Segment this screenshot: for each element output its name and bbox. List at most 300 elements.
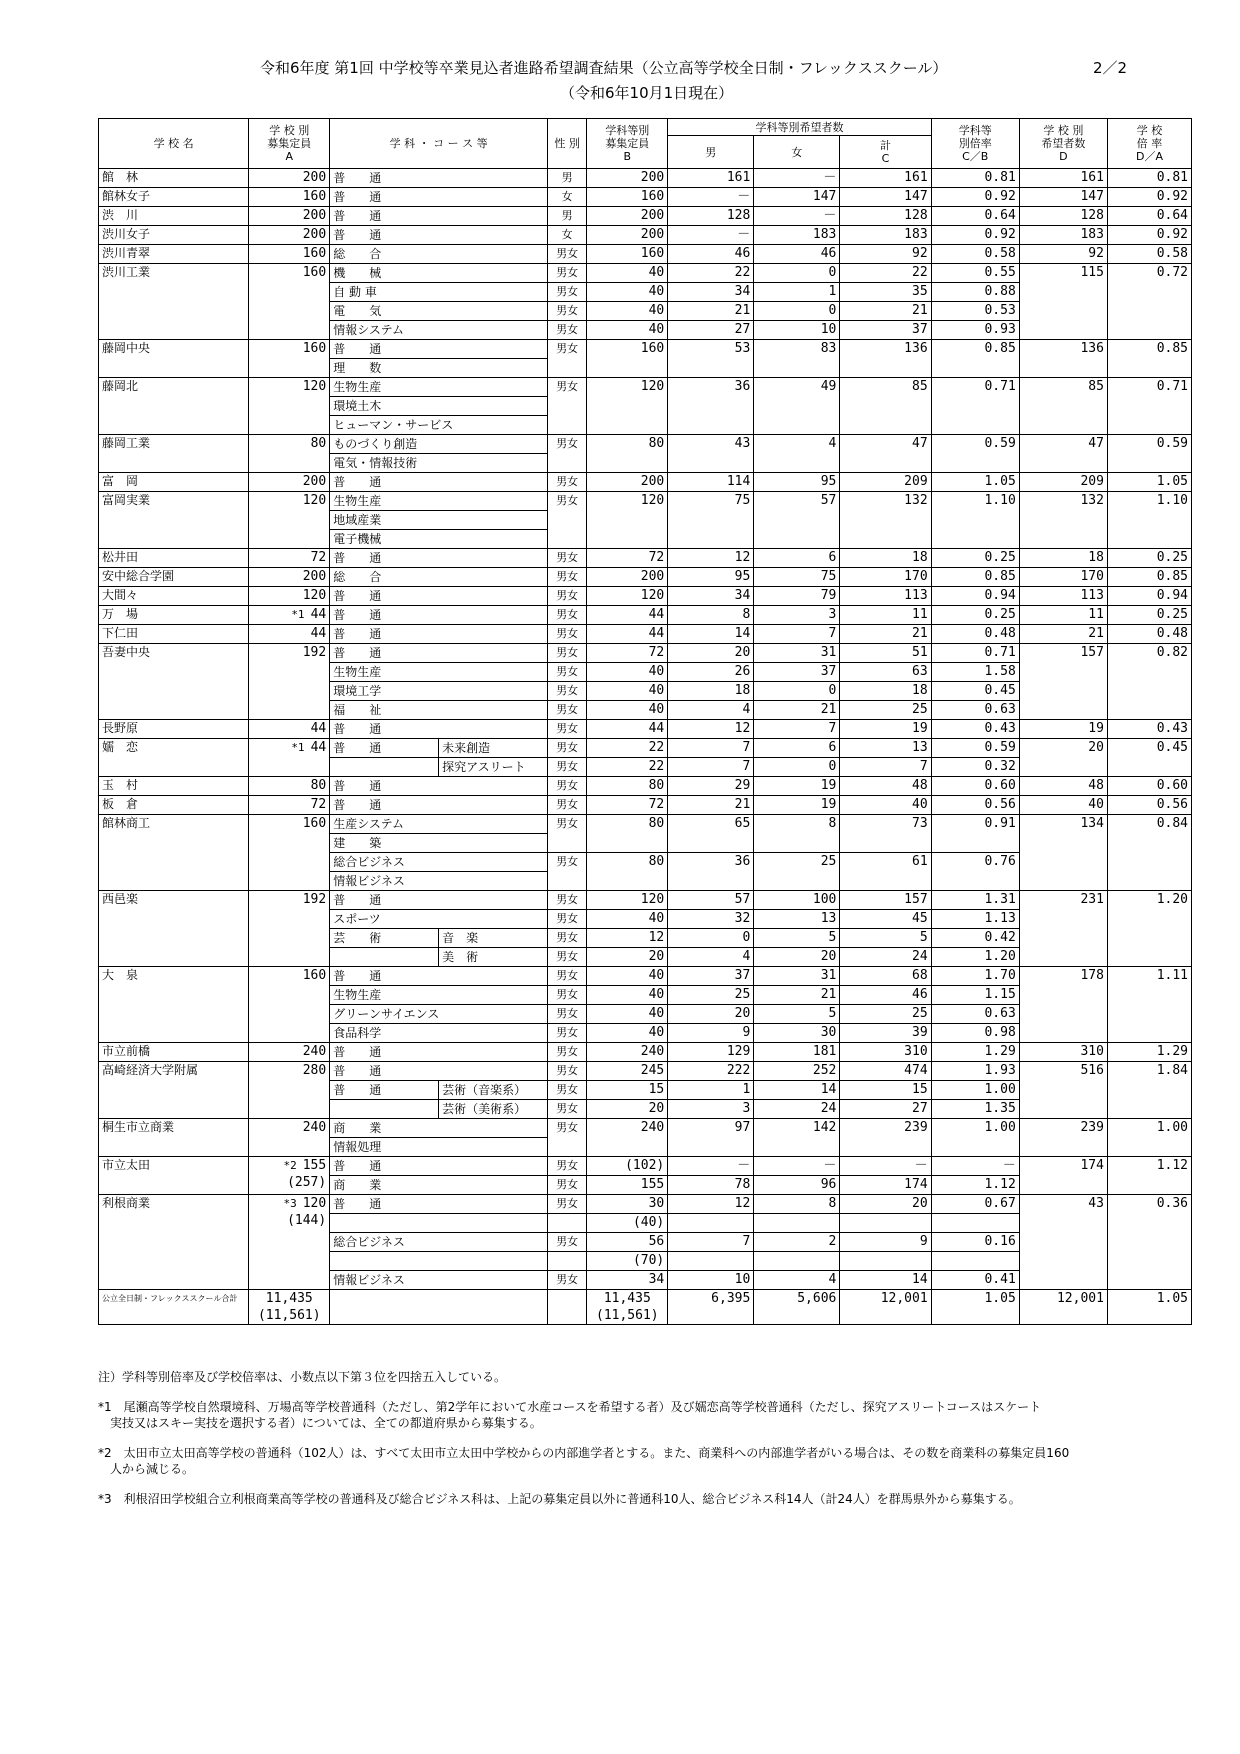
table-row [99,245,1192,264]
female-count-cell: 252 [754,1062,840,1081]
sex-cell: 男女 [547,967,586,986]
course-name: 総合ビジネス [330,853,548,872]
male-count-cell: 129 [668,1043,754,1062]
course-name: 機 械 [330,264,548,283]
sex-cell: 女 [547,188,586,207]
course-ratio-cell: 0.16 [931,1233,1019,1252]
quota-a-cell [249,1062,330,1119]
total-female: 5,606 [754,1290,840,1325]
sex-cell: 男女 [547,815,586,853]
course-ratio-cell: 0.64 [931,207,1019,226]
sex-cell: 男女 [547,302,586,321]
course-ratio-cell: 0.94 [931,587,1019,606]
school-hope-d-cell: 18 [1019,549,1107,568]
note-1: *1 尾瀬高等学校自然環境科、万場高等学校普通科（ただし、第2学年において水産コースを希望する者）及び嬬恋高等学校普通科（ただし、探究アスリートコースはスケート 実技又はスキー実技を選択する者）については、全ての都道府県から募集する。 [98,1400,1042,1430]
footnote-mark: *2 [283,1159,297,1172]
quota-b-cell: 20 [587,1100,668,1119]
school-name: 桐生市立商業 [102,1120,175,1134]
total-count-cell: 63 [840,663,931,682]
school-ratio-da-cell: 0.81 [1107,169,1191,188]
course-name: 情報処理 [330,1138,548,1157]
course-ratio-cell: 0.93 [931,321,1019,340]
sex-cell: 男女 [547,1081,586,1100]
sex-cell: 男女 [547,245,586,264]
quota-a-cell [249,1043,330,1062]
male-count-cell: 4 [668,701,754,720]
school-name: 渋 川 [102,208,139,222]
sex-cell: 女 [547,226,586,245]
header-ratio-cb: 学科等 別倍率 C／B [931,119,1019,169]
school-name: 藤岡北 [102,379,139,393]
quota-a-value: 80 [310,778,327,793]
total-hope-d: 12,001 [1019,1290,1107,1325]
course-name: 福 祉 [330,701,548,720]
survey-results-table [98,118,1192,1325]
sex-cell: 男女 [547,1233,586,1252]
total-count-cell: 48 [840,777,931,796]
quota-b-cell: 22 [587,758,668,777]
school-name: 館林女子 [102,189,151,203]
total-count-cell: 92 [840,245,931,264]
school-name: 大 泉 [102,968,139,982]
course-ratio-cell: 0.32 [931,758,1019,777]
school-hope-d-cell: 209 [1019,473,1107,492]
quota-a-cell [249,1195,330,1290]
total-count-cell: 20 [840,1195,931,1214]
total-count-cell: 161 [840,169,931,188]
school-name: 玉 村 [102,778,139,792]
sex-cell: 男女 [547,853,586,891]
school-name-cell [99,378,249,435]
table-row [99,340,1192,359]
school-name-cell [99,644,249,720]
school-ratio-da-cell: 0.92 [1107,188,1191,207]
female-count-cell: 24 [754,1100,840,1119]
sex-cell: 男女 [547,720,586,739]
sex-cell: 男女 [547,701,586,720]
course-ratio-cell: 1.20 [931,948,1019,967]
school-name: 板 倉 [102,797,139,811]
document-title: 令和6年度 第1回 中学校等卒業見込者進路希望調査結果（公立高等学校全日制・フレックススクール） [260,59,948,77]
quota-b-cell: 40 [587,663,668,682]
course-ratio-cell: 1.00 [931,1119,1019,1157]
female-count-cell: 0 [754,758,840,777]
quota-b-cell: 80 [587,853,668,891]
school-ratio-da-cell: 0.72 [1107,264,1191,340]
quota-a-value: 160 [302,341,327,356]
course-name: 普 通 [330,1157,548,1176]
female-count-cell: 2 [754,1233,840,1252]
sex-cell: 男女 [547,264,586,283]
school-hope-d-cell: 92 [1019,245,1107,264]
header-total-c: 計 C [840,136,931,169]
total-count-cell: 27 [840,1100,931,1119]
table-row [99,264,1192,283]
total-quota-b [587,1290,668,1325]
sub-course-name: 美 術 [439,948,548,967]
school-name-cell [99,891,249,967]
course-ratio-cell: 0.56 [931,796,1019,815]
course-ratio-cell [931,1214,1019,1233]
male-count-cell: 128 [668,207,754,226]
sub-course-name: 探究アスリート [439,758,548,777]
male-count-cell: 8 [668,606,754,625]
course-ratio-cell: 1.31 [931,891,1019,910]
school-name-cell [99,777,249,796]
school-name-cell [99,587,249,606]
male-count-cell: 97 [668,1119,754,1157]
male-count-cell: 53 [668,340,754,378]
sub-course-name: 芸術（音楽系） [439,1081,548,1100]
female-count-cell: 100 [754,891,840,910]
female-count-cell: 75 [754,568,840,587]
sex-cell: 男女 [547,758,586,777]
course-name [330,1100,439,1119]
sex-cell: 男女 [547,1024,586,1043]
school-hope-d-cell: 128 [1019,207,1107,226]
female-count-cell: － [754,207,840,226]
course-name: スポーツ [330,910,548,929]
school-hope-d-cell: 48 [1019,777,1107,796]
school-name-cell [99,245,249,264]
male-count-cell [668,1252,754,1271]
quota-a-value: 72 [310,550,327,565]
male-count-cell: 34 [668,283,754,302]
total-count-cell: 21 [840,302,931,321]
course-name: 生物生産 [330,986,548,1005]
school-name-cell [99,815,249,891]
course-ratio-cell: 0.63 [931,701,1019,720]
female-count-cell: 5 [754,1005,840,1024]
total-count-cell: 157 [840,891,931,910]
course-ratio-cell: 1.29 [931,1043,1019,1062]
school-ratio-da-cell: 1.00 [1107,1119,1191,1157]
male-count-cell: 7 [668,758,754,777]
total-count-cell: 40 [840,796,931,815]
total-count-cell: 21 [840,625,931,644]
school-ratio-da-cell: 0.45 [1107,739,1191,777]
quota-a-cell [249,739,330,777]
quota-b-cell: 40 [587,321,668,340]
course-ratio-cell: 0.59 [931,739,1019,758]
male-count-cell: 36 [668,378,754,435]
male-count-cell: 114 [668,473,754,492]
total-quota-b-value: 11,435 [603,1291,651,1306]
quota-a-value: 44 [310,626,327,641]
quota-a-value: 44 [310,607,327,622]
sex-cell [547,1214,586,1233]
quota-a-cell [249,340,330,378]
course-ratio-cell: 0.41 [931,1271,1019,1290]
course-name: 総合ビジネス [330,1233,548,1252]
sex-cell: 男女 [547,948,586,967]
male-count-cell: 29 [668,777,754,796]
sex-cell: 男女 [547,606,586,625]
school-hope-d-cell: 85 [1019,378,1107,435]
course-ratio-cell: 0.92 [931,226,1019,245]
quota-b-cell: 200 [587,226,668,245]
table-row [99,549,1192,568]
quota-a-cell [249,568,330,587]
female-count-cell: 6 [754,549,840,568]
total-count-cell: 474 [840,1062,931,1081]
course-ratio-cell: 0.63 [931,1005,1019,1024]
sub-course-name: 芸術（美術系） [439,1100,548,1119]
course-name: 総 合 [330,245,548,264]
female-count-cell: 8 [754,815,840,853]
table-row [99,1119,1192,1138]
table-row [99,435,1192,454]
school-name-cell [99,606,249,625]
quota-a-value: 44 [310,721,327,736]
quota-b-cell: 200 [587,207,668,226]
school-name: 松井田 [102,550,139,564]
male-count-cell: 34 [668,587,754,606]
school-ratio-da-cell: 1.12 [1107,1157,1191,1195]
school-name-cell [99,169,249,188]
school-name-cell [99,796,249,815]
school-hope-d-cell: 174 [1019,1157,1107,1195]
quota-b-cell: 200 [587,169,668,188]
sex-cell: 男女 [547,473,586,492]
quota-b-cell: 40 [587,682,668,701]
sex-cell: 男女 [547,1043,586,1062]
male-count-cell: － [668,1157,754,1176]
document-subtitle: （令和6年10月1日現在） [560,84,734,102]
school-ratio-da-cell: 1.29 [1107,1043,1191,1062]
table-row [99,587,1192,606]
male-count-cell: 27 [668,321,754,340]
quota-a-value: 160 [302,265,327,280]
table-row [99,606,1192,625]
course-name [330,758,439,777]
table-row [99,815,1192,834]
school-name: 藤岡中央 [102,341,151,355]
quota-a-value: 155 [302,1158,327,1173]
quota-b-cell: 72 [587,644,668,663]
school-ratio-da-cell: 0.94 [1107,587,1191,606]
quota-a-cell [249,245,330,264]
female-count-cell: 6 [754,739,840,758]
course-name: 普 通 [330,1195,548,1214]
quota-a-cell [249,1157,330,1195]
quota-b-cell: 72 [587,549,668,568]
school-name: 万 場 [102,607,139,621]
quota-b-cell: 160 [587,245,668,264]
quota-b-cell: 30 [587,1195,668,1214]
table-row [99,739,1192,758]
male-count-cell: 43 [668,435,754,473]
female-count-cell: 96 [754,1176,840,1195]
school-name-cell [99,1043,249,1062]
school-name-cell [99,1157,249,1195]
quota-b-cell: 20 [587,948,668,967]
total-label: 公立全日制・フレックススクール合計 [99,1290,249,1325]
total-row [99,1290,1192,1325]
female-count-cell: 14 [754,1081,840,1100]
table-row [99,492,1192,511]
quota-a-cell [249,1119,330,1157]
female-count-cell [754,1252,840,1271]
quota-b-cell: 160 [587,188,668,207]
sex-cell: 男 [547,169,586,188]
total-count-cell: 128 [840,207,931,226]
school-name-cell [99,625,249,644]
school-name: 館 林 [102,170,139,184]
course-name: 普 通 [330,739,439,758]
table-row [99,625,1192,644]
course-name: 生物生産 [330,492,548,511]
female-count-cell: 31 [754,644,840,663]
quota-b-cell: 40 [587,967,668,986]
table-row [99,777,1192,796]
total-course-empty [330,1290,548,1325]
female-count-cell: 13 [754,910,840,929]
quota-a-value: 160 [302,189,327,204]
school-ratio-da-cell: 1.10 [1107,492,1191,549]
quota-b-cell: 200 [587,568,668,587]
male-count-cell: 3 [668,1100,754,1119]
quota-b-cell: 34 [587,1271,668,1290]
course-ratio-cell: 0.88 [931,283,1019,302]
male-count-cell: 37 [668,967,754,986]
quota-a-value: 160 [302,968,327,983]
course-name: 普 通 [330,169,548,188]
school-ratio-da-cell: 0.85 [1107,568,1191,587]
course-ratio-cell: 0.58 [931,245,1019,264]
course-name: 理 数 [330,359,548,378]
course-name: 普 通 [330,473,548,492]
school-name: 高崎経済大学附属 [102,1063,199,1077]
female-count-cell: － [754,169,840,188]
total-count-cell: 73 [840,815,931,853]
quota-a-value: 240 [302,1120,327,1135]
school-name: 利根商業 [102,1196,151,1210]
quota-a-cell [249,796,330,815]
sex-cell: 男女 [547,435,586,473]
male-count-cell: 12 [668,720,754,739]
female-count-cell: 181 [754,1043,840,1062]
quota-b-cell: 40 [587,1005,668,1024]
school-name-cell [99,568,249,587]
course-name: ものづくり創造 [330,435,548,454]
note-rounding: 注）学科等別倍率及び学校倍率は、小数点以下第３位を四捨五入している。 [98,1370,507,1384]
quota-a-value: 120 [302,1196,327,1211]
female-count-cell: 37 [754,663,840,682]
page-number: 2／2 [1093,59,1128,77]
quota-a-value: 120 [302,379,327,394]
quota-a-cell [249,549,330,568]
male-count-cell: 32 [668,910,754,929]
male-count-cell: 161 [668,169,754,188]
total-count-cell: 24 [840,948,931,967]
course-name: 普 通 [330,587,548,606]
header-quota-b: 学科等別 募集定員 B [587,119,668,169]
total-ratio-da: 1.05 [1107,1290,1191,1325]
quota-b-cell: 22 [587,739,668,758]
male-count-cell: 10 [668,1271,754,1290]
female-count-cell: 1 [754,283,840,302]
header-school: 学 校 名 [99,119,249,169]
course-ratio-cell: 1.58 [931,663,1019,682]
course-name: 生物生産 [330,663,548,682]
quota-a-value: 200 [302,170,327,185]
table-row [99,1195,1192,1214]
male-count-cell: 222 [668,1062,754,1081]
male-count-cell [668,1214,754,1233]
sex-cell: 男女 [547,910,586,929]
course-name: 普 通 [330,625,548,644]
female-count-cell: 0 [754,264,840,283]
female-count-cell: 183 [754,226,840,245]
note-2: *2 太田市立太田高等学校の普通科（102人）は、すべて太田市立太田中学校からの内部進学者とする。また、商業科への内部進学者がいる場合は、その数を商業科の募集定員160 人から減じる。 [98,1446,1070,1476]
course-ratio-cell: 0.59 [931,435,1019,473]
quota-b-cell: (40) [587,1214,668,1233]
school-hope-d-cell: 157 [1019,644,1107,720]
school-hope-d-cell: 161 [1019,169,1107,188]
male-count-cell: 25 [668,986,754,1005]
school-name-cell [99,188,249,207]
total-quota-a-secondary: (11,561) [257,1308,321,1323]
header-hope-d: 学 校 別 希望者数 D [1019,119,1107,169]
quota-a-value: 120 [302,493,327,508]
school-name-cell [99,1195,249,1290]
male-count-cell: 20 [668,1005,754,1024]
total-quota-a-value: 11,435 [265,1291,313,1306]
table-row [99,378,1192,397]
male-count-cell: 26 [668,663,754,682]
quota-a-value: 44 [310,740,327,755]
quota-b-cell: 155 [587,1176,668,1195]
quota-a-secondary: (144) [287,1213,327,1228]
female-count-cell: 83 [754,340,840,378]
school-name-cell [99,435,249,473]
school-ratio-da-cell: 0.48 [1107,625,1191,644]
school-ratio-da-cell: 1.05 [1107,473,1191,492]
female-count-cell: 7 [754,625,840,644]
quota-a-secondary: (257) [287,1175,327,1190]
total-count-cell: 47 [840,435,931,473]
female-count-cell: 0 [754,302,840,321]
course-name: 普 通 [330,1043,548,1062]
course-ratio-cell: 0.71 [931,378,1019,435]
female-count-cell: 3 [754,606,840,625]
sex-cell: 男女 [547,549,586,568]
total-count-cell: 18 [840,549,931,568]
course-name: 建 築 [330,834,548,853]
sex-cell: 男女 [547,625,586,644]
female-count-cell: 4 [754,435,840,473]
total-count-cell: 25 [840,701,931,720]
total-count-cell: 13 [840,739,931,758]
male-count-cell: 7 [668,739,754,758]
table-row [99,720,1192,739]
school-hope-d-cell: 516 [1019,1062,1107,1119]
quota-a-value: 280 [302,1063,327,1078]
course-name: 普 通 [330,226,548,245]
total-quota-a [249,1290,330,1325]
total-count-cell: 39 [840,1024,931,1043]
course-name: 自 動 車 [330,283,548,302]
course-ratio-cell: 1.05 [931,473,1019,492]
table-row [99,1062,1192,1081]
total-count-cell: 5 [840,929,931,948]
quota-a-value: 120 [302,588,327,603]
school-ratio-da-cell: 0.36 [1107,1195,1191,1290]
male-count-cell: 14 [668,625,754,644]
course-name: 普 通 [330,1062,548,1081]
header-course: 学 科 ・ コ ー ス 等 [330,119,548,169]
